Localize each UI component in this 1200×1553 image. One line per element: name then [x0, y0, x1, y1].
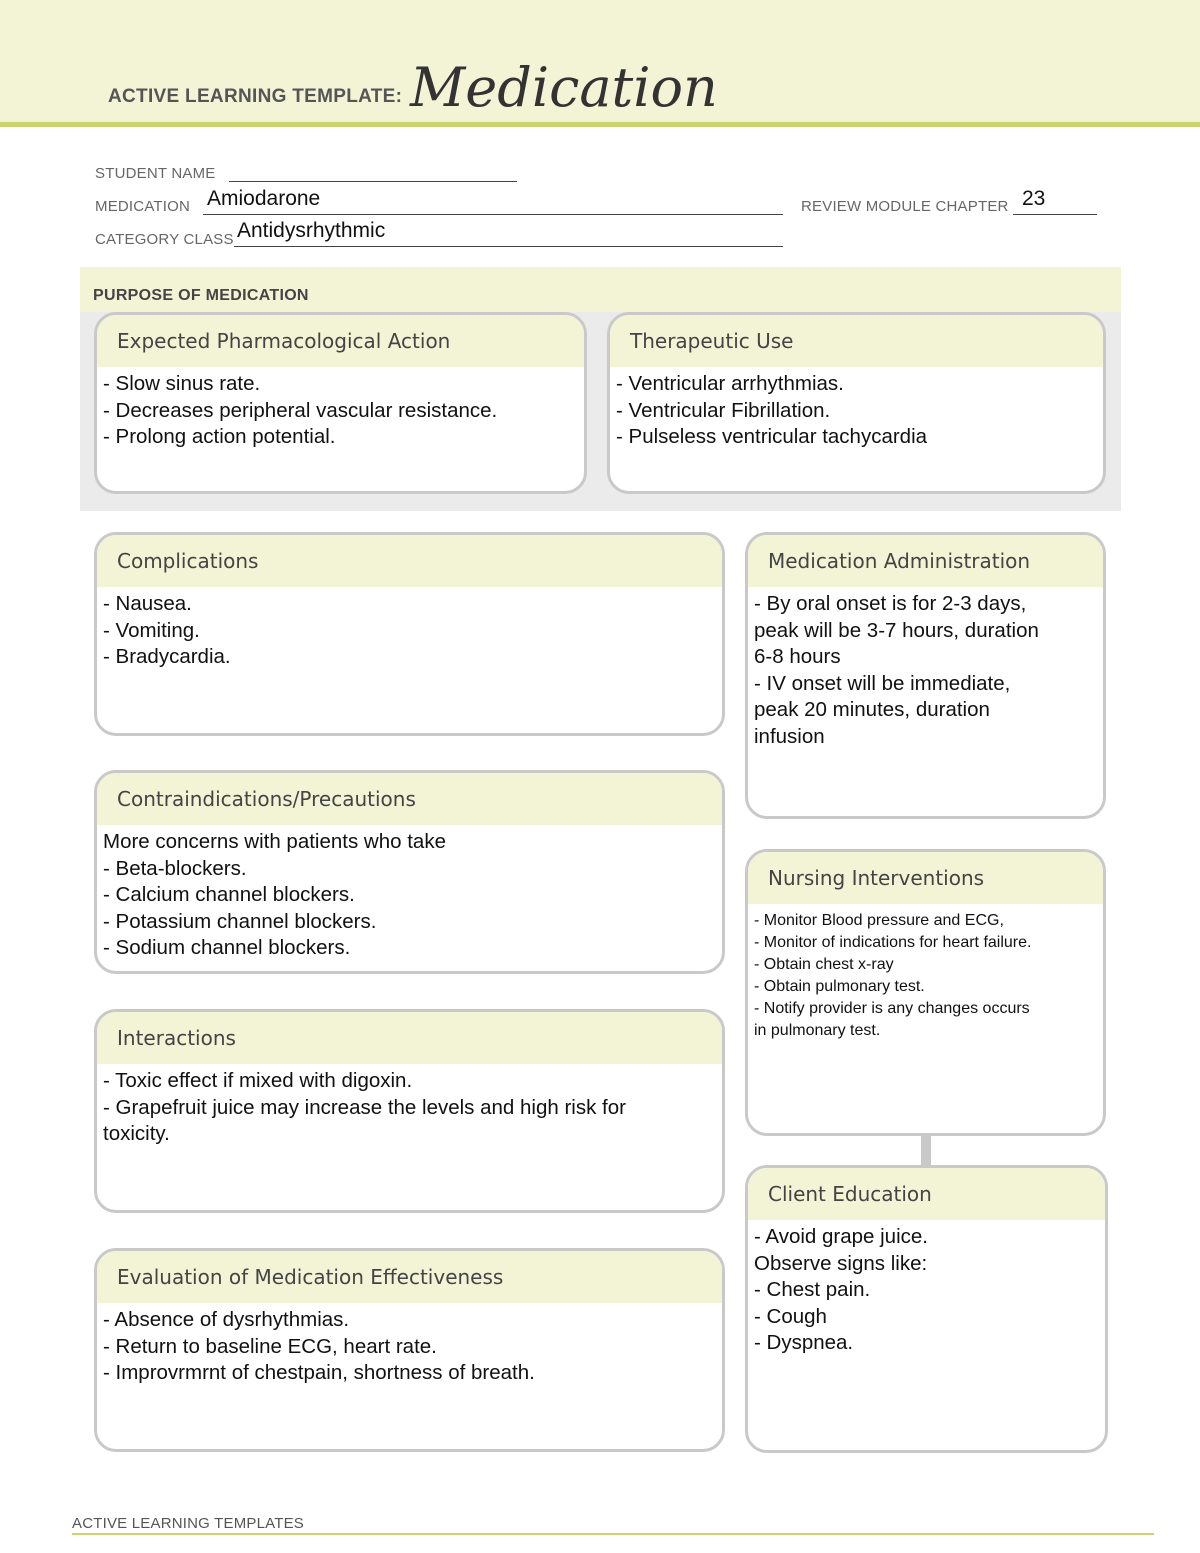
category-class-value: Antidysrhythmic: [237, 219, 386, 242]
therapeutic-use-text[interactable]: - Ventricular arrhythmias. - Ventricular Fibrillation. - Pulseless ventricular tachycardia: [616, 372, 928, 448]
medication-label: MEDICATION: [95, 198, 191, 215]
therapeutic-use-heading: Therapeutic Use: [610, 315, 1103, 367]
expected-action-box: [94, 312, 587, 494]
contraindications-text[interactable]: More concerns with patients who take - Beta-blockers. - Calcium channel blockers. - Potassium channel blockers. - Sodium channel blockers.: [103, 830, 446, 959]
medication-administration-text[interactable]: - By oral onset is for 2-3 days, peak will be 3-7 hours, duration 6-8 hours - IV onset will be immediate, peak 20 minutes, duration infusion: [754, 592, 1039, 748]
student-name-label: STUDENT NAME: [95, 165, 216, 182]
expected-action-text[interactable]: - Slow sinus rate. - Decreases peripheral vascular resistance. - Prolong action potential.: [103, 372, 498, 448]
medication-field[interactable]: [203, 214, 783, 215]
category-class-label: CATEGORY CLASS: [95, 231, 234, 248]
evaluation-heading: Evaluation of Medication Effectiveness: [97, 1251, 722, 1303]
box-connector: [921, 1134, 931, 1166]
nursing-interventions-text[interactable]: - Monitor Blood pressure and ECG, - Monitor of indications for heart failure. - Obtain chest x-ray - Obtain pulmonary test. - Notify provider is any changes occurs in pulmonary test.: [754, 912, 1032, 1039]
category-class-field[interactable]: [234, 246, 783, 247]
complications-box: [94, 532, 725, 736]
footer-label: ACTIVE LEARNING TEMPLATES: [72, 1515, 304, 1532]
purpose-title: PURPOSE OF MEDICATION: [93, 287, 309, 304]
interactions-text[interactable]: - Toxic effect if mixed with digoxin. - Grapefruit juice may increase the levels and high risk for toxicity.: [103, 1069, 626, 1145]
medication-value: Amiodarone: [207, 187, 321, 210]
template-label: ACTIVE LEARNING TEMPLATE:: [108, 86, 403, 107]
nursing-interventions-box: [745, 849, 1106, 1136]
complications-text[interactable]: - Nausea. - Vomiting. - Bradycardia.: [103, 592, 231, 668]
review-module-field[interactable]: [1013, 214, 1097, 215]
nursing-interventions-heading: Nursing Interventions: [748, 852, 1103, 904]
client-education-text[interactable]: - Avoid grape juice. Observe signs like: - Chest pain. - Cough - Dyspnea.: [754, 1225, 928, 1354]
student-name-field[interactable]: [229, 181, 517, 182]
evaluation-text[interactable]: - Absence of dysrhythmias. - Return to baseline ECG, heart rate. - Improvrmrnt of chestpain, shortness of breath.: [103, 1308, 535, 1384]
client-education-box: [745, 1165, 1108, 1453]
interactions-heading: Interactions: [97, 1012, 722, 1064]
client-education-heading: Client Education: [748, 1168, 1105, 1220]
contraindications-heading: Contraindications/Precautions: [97, 773, 722, 825]
header-rule: [0, 122, 1200, 127]
medication-administration-heading: Medication Administration: [748, 535, 1103, 587]
complications-heading: Complications: [97, 535, 722, 587]
evaluation-box: [94, 1248, 725, 1452]
contraindications-box: [94, 770, 725, 974]
page-title: Medication: [410, 56, 718, 119]
therapeutic-use-box: [607, 312, 1106, 494]
review-module-value: 23: [1022, 187, 1046, 210]
expected-action-heading: Expected Pharmacological Action: [97, 315, 584, 367]
review-module-label: REVIEW MODULE CHAPTER: [801, 198, 1009, 215]
interactions-box: [94, 1009, 725, 1213]
medication-administration-box: [745, 532, 1106, 819]
footer-rule: [72, 1533, 1154, 1535]
